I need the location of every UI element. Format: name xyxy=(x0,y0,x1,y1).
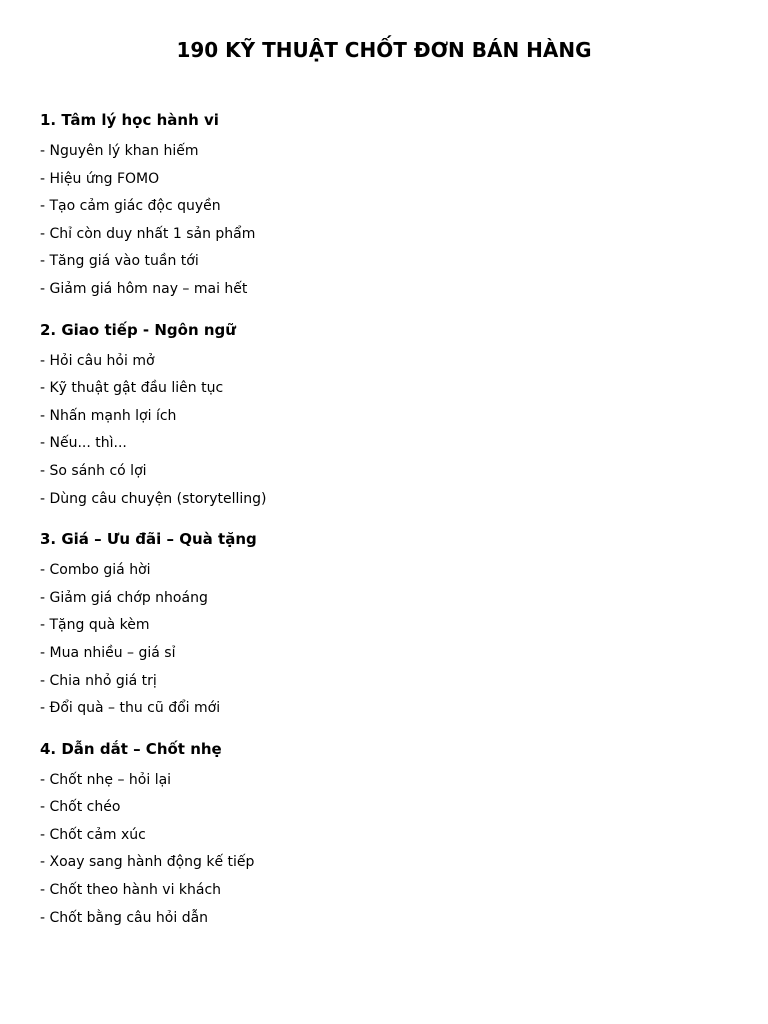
list-item: - Giảm giá chớp nhoáng xyxy=(40,589,208,606)
list-item: - Chốt cảm xúc xyxy=(40,826,146,843)
list-item: - Chốt nhẹ – hỏi lại xyxy=(40,771,172,788)
list-item: - Xoay sang hành động kế tiếp xyxy=(40,854,255,871)
list-item: - Chỉ còn duy nhất 1 sản phẩm xyxy=(40,225,256,242)
list-item: - Mua nhiều – giá sỉ xyxy=(40,644,176,661)
list-item: - Tạo cảm giác độc quyền xyxy=(40,198,221,215)
list-item: - Tăng giá vào tuần tới xyxy=(40,253,199,270)
list-item: - Chia nhỏ giá trị xyxy=(40,672,157,689)
list-item: - Chốt chéo xyxy=(40,799,121,816)
list-item: - Nguyên lý khan hiếm xyxy=(40,143,199,159)
section-behavioral-psychology xyxy=(40,108,740,304)
section-guiding-soft-close xyxy=(40,737,740,933)
section-heading: 3. Giá – Ưu đãi – Quà tặng xyxy=(40,530,257,549)
list-item: - Kỹ thuật gật đầu liên tục xyxy=(40,380,224,397)
list-item: - Đổi quà – thu cũ đổi mới xyxy=(40,700,221,717)
list-item: - Nhấn mạnh lợi ích xyxy=(40,407,177,424)
section-price-offers-gifts xyxy=(40,527,740,723)
list-item: - Hỏi câu hỏi mở xyxy=(40,352,155,369)
list-item: - So sánh có lợi xyxy=(40,462,147,479)
document-body xyxy=(40,108,740,946)
list-item: - Tặng quà kèm xyxy=(40,617,150,634)
document-title: 190 KỸ THUẬT CHỐT ĐƠN BÁN HÀNG xyxy=(176,38,592,62)
list-item: - Combo giá hời xyxy=(40,562,151,579)
section-heading: 2. Giao tiếp - Ngôn ngữ xyxy=(40,320,236,339)
list-item: - Dùng câu chuyện (storytelling) xyxy=(40,490,267,507)
list-item: - Giảm giá hôm nay – mai hết xyxy=(40,280,248,297)
list-item: - Hiệu ứng FOMO xyxy=(40,170,160,187)
section-heading: 1. Tâm lý học hành vi xyxy=(40,111,219,129)
list-item: - Chốt theo hành vi khách xyxy=(40,882,222,899)
list-item: - Nếu... thì... xyxy=(40,435,127,452)
section-heading: 4. Dẫn dắt – Chốt nhẹ xyxy=(40,739,222,758)
section-communication-language xyxy=(40,318,740,514)
list-item: - Chốt bằng câu hỏi dẫn xyxy=(40,909,209,926)
